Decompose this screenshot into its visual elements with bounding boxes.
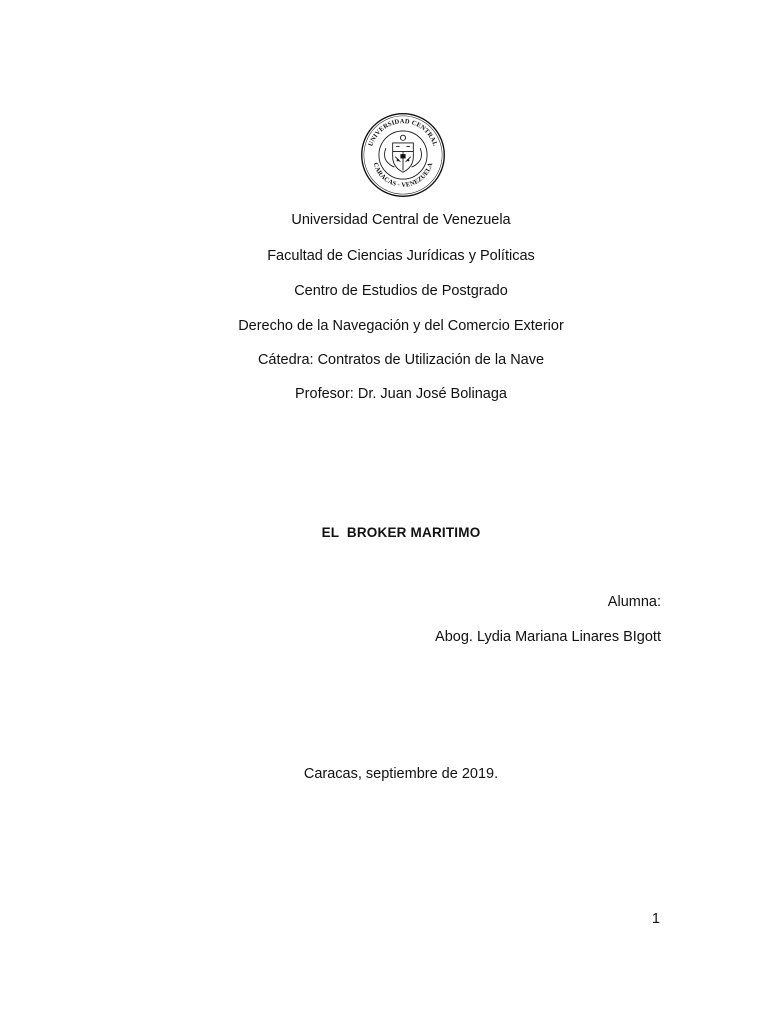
center-name: Centro de Estudios de Postgrado <box>294 283 508 299</box>
page-number: 1 <box>651 911 660 927</box>
university-seal-logo <box>360 112 446 198</box>
program-name: Derecho de la Navegación y del Comercio Exterior <box>238 318 564 334</box>
course-name: Cátedra: Contratos de Utilización de la Nave <box>257 352 545 368</box>
svg-text:UNIVERSIDAD CENTRAL: UNIVERSIDAD CENTRAL <box>367 118 439 148</box>
student-label: Alumna: <box>607 594 661 610</box>
university-name: Universidad Central de Venezuela <box>291 212 511 228</box>
student-name: Abog. Lydia Mariana Linares BIgott <box>435 629 661 645</box>
svg-text:CARACAS - VENEZUELA: CARACAS - VENEZUELA <box>371 161 435 189</box>
document-title: EL BROKER MARITIMO <box>321 525 481 540</box>
place-and-date: Caracas, septiembre de 2019. <box>303 766 499 782</box>
faculty-name: Facultad de Ciencias Jurídicas y Políticas <box>267 248 535 264</box>
professor-name: Profesor: Dr. Juan José Bolinaga <box>295 386 507 402</box>
